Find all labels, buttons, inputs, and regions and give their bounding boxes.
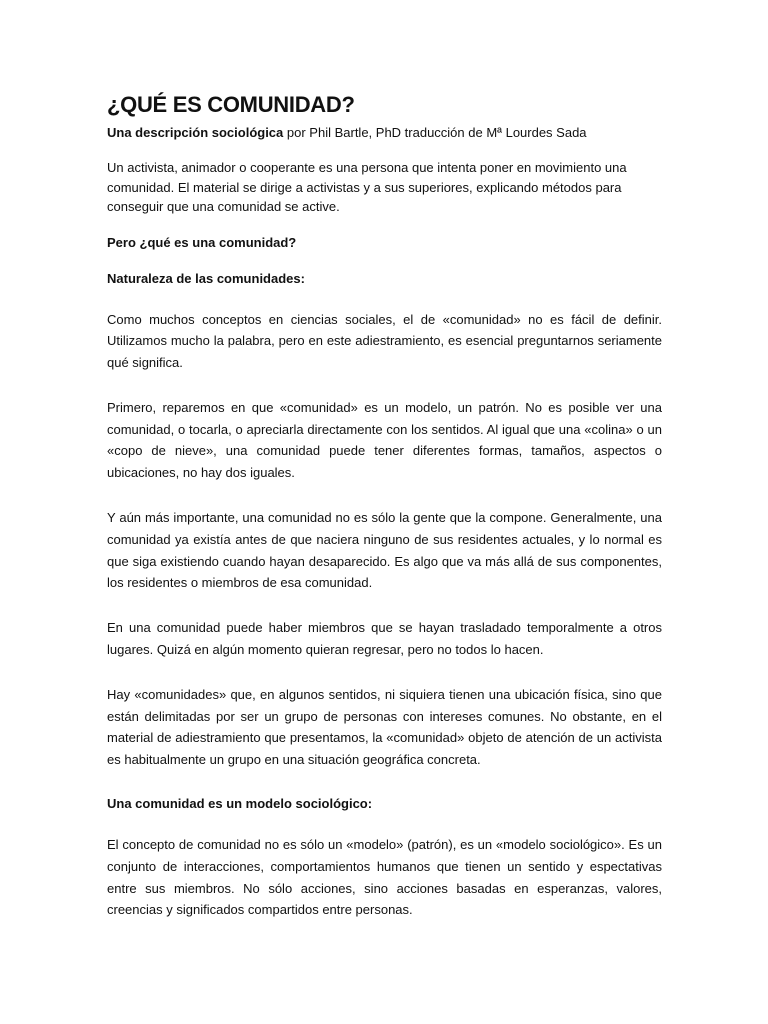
body-paragraph: Y aún más importante, una comunidad no es sólo la gente que la compone. Generalmente, una comunidad ya existía antes de que naciera ninguno de sus residentes actuales, y lo normal es que siga existiendo cuando hayan desaparecido. Es algo que va más allá de sus componentes, los residentes o miembros de esa comunidad.	[107, 510, 662, 591]
section-heading-sociological: Una comunidad es un modelo sociológico:	[107, 796, 373, 812]
body-paragraph: En una comunidad puede haber miembros que se hayan trasladado temporalmente a otros lugares. Quizá en algún momento quieran regresar, pero no todos lo hacen.	[107, 620, 662, 658]
body-paragraph: Primero, reparemos en que «comunidad» es un modelo, un patrón. No es posible ver una comunidad, o tocarla, o apreciarla directamente con los sentidos. Al igual que una «colina» o un «copo de nieve», una comunidad puede tener diferentes formas, tamaños, aspectos o ubicaciones, no hay dos iguales.	[107, 399, 662, 481]
document-page	[107, 90, 662, 921]
page-title: ¿QUÉ ES COMUNIDAD?	[107, 92, 355, 117]
body-paragraph: El concepto de comunidad no es sólo un «modelo» (patrón), es un «modelo sociológico». Es un conjunto de interacciones, comportamientos humanos que tienen un sentido y espectativas entre sus miembros. No sólo acciones, sino acciones basadas en esperanzas, valores, creencias y significados compartidos entre personas.	[107, 837, 662, 918]
body-paragraph: Hay «comunidades» que, en algunos sentidos, ni siquiera tienen una ubicación física, sino que están delimitadas por ser un grupo de personas con intereses comunes. No obstante, en el material de adiestramiento que presentamos, la «comunidad» objeto de atención de un activista es habitualmente un grupo en una situación geográfica concreta.	[107, 686, 662, 768]
subtitle	[107, 124, 662, 142]
question-heading: Pero ¿qué es una comunidad?	[107, 234, 297, 250]
intro-paragraph: Un activista, animador o cooperante es una persona que intenta poner en movimiento una comunidad. El material se dirige a activistas y a sus superiores, explicando métodos para conseguir que una comunidad se active.	[107, 160, 627, 214]
section-heading-nature: Naturaleza de las comunidades:	[107, 270, 305, 286]
body-paragraph: Como muchos conceptos en ciencias sociales, el de «comunidad» no es fácil de definir. Utilizamos mucho la palabra, pero en este adiestramiento, es esencial preguntarnos seriamente qué significa.	[107, 311, 662, 371]
subtitle-bold: Una descripción sociológica	[107, 125, 284, 140]
subtitle-author: por Phil Bartle, PhD traducción de Mª Lourdes Sada	[283, 125, 587, 140]
